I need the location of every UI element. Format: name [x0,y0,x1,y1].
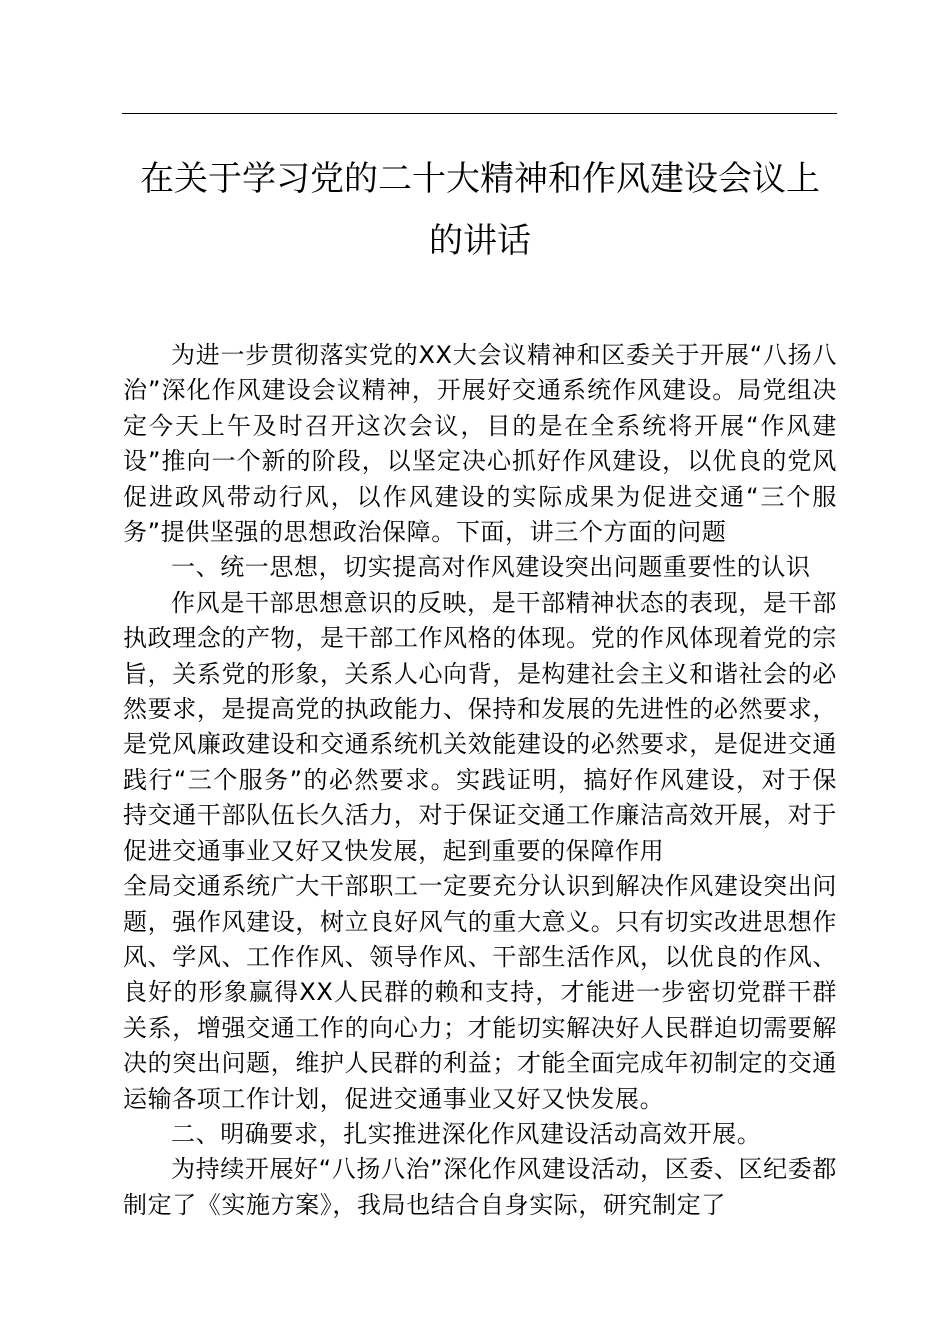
title-line-1: 在关于学习党的二十大精神和作风建设会议上 [140,159,820,199]
section-heading-1: 一、统一思想，切实提高对作风建设突出问题重要性的认识 [171,553,811,582]
paragraph-section-1a: 作风是干部思想意识的反映，是干部精神状态的表现，是干部执政理念的产物，是干部工作风格的体现。党的作风体现着党的宗旨，关系党的形象，关系人心向背，是构建社会主义和谐社会的必然要求，是提高党的执政能力、保持和发展的先进性的必然要求，是党风廉政建设和交通系统机关效能建设的必然要求，是促进交通践行“三个服务”的必然要求。实践证明，搞好作风建设，对于保持交通干部队伍长久活力，对于保证交通工作廉洁高效开展，对于促进交通事业又好又快发展，起到重要的保障作用 [123,588,837,865]
paragraph-section-1b: 全局交通系统广大干部职工一定要充分认识到解决作风建设突出问题，强作风建设，树立良好风气的重大意义。只有切实改进思想作风、学风、工作作风、领导作风、干部生活作风，以优良的作风、良好的形象赢得XX人民群的赖和支持，才能进一步密切党群干群关系，增强交通工作的向心力；才能切实解决好人民群迫切需要解决的突出问题，维护人民群的利益；才能全面完成年初制定的交通运输各项工作计划，促进交通事业又好又快发展。 [123,872,837,1113]
paragraph-intro: 为进一步贯彻落实党的XX大会议精神和区委关于开展“八扬八治”深化作风建设会议精神，开展好交通系统作风建设。局党组决定今天上午及时召开这次会议，目的是在全系统将开展“作风建设”推向一个新的阶段，以坚定决心抓好作风建设，以优良的党风促进政风带动行风，以作风建设的实际成果为促进交通“三个服务”提供坚强的思想政治保障。下面，讲三个方面的问题 [123,341,837,547]
header-rule [122,113,837,114]
document-body [123,338,837,1223]
title-line-2: 的讲话 [429,221,531,261]
paragraph-section-2a: 为持续开展好“八扬八治”深化作风建设活动，区委、区纪委都制定了《实施方案》，我局也结合自身实际，研究制定了 [123,1155,837,1219]
section-heading-2: 二、明确要求，扎实推进深化作风建设活动高效开展。 [171,1119,762,1148]
document-title [100,148,860,272]
